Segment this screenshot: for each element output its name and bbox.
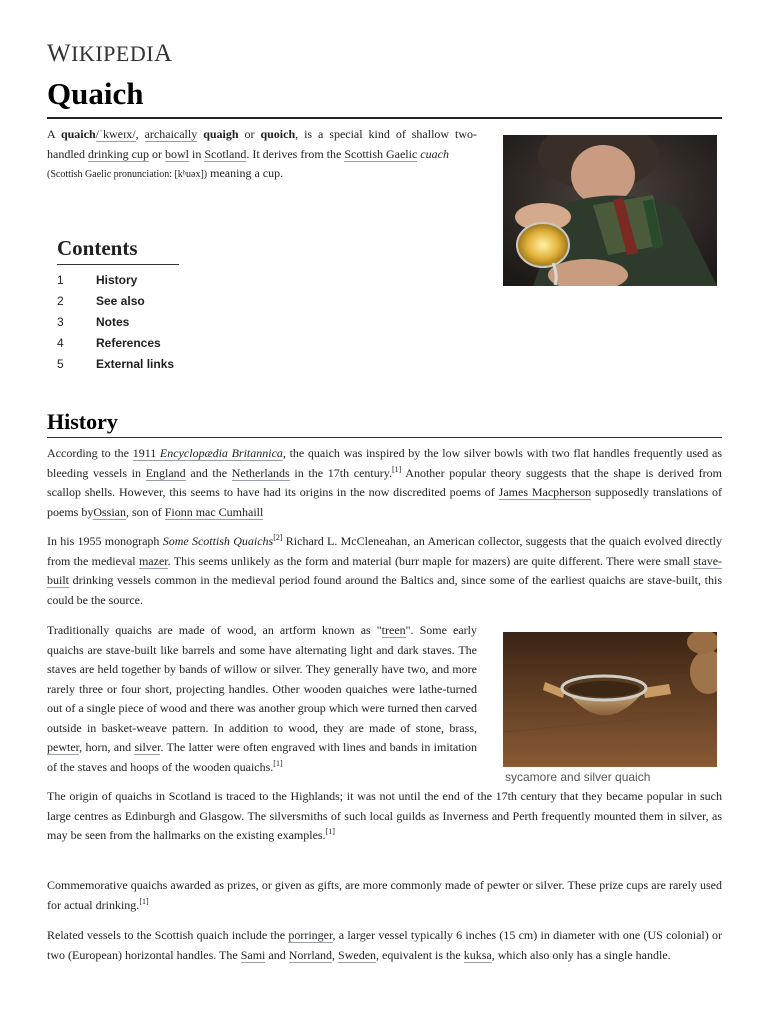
- link-kuksa[interactable]: kuksa: [463, 947, 492, 962]
- link-1911-britannica[interactable]: 1911 Encyclopædia Britannica: [132, 446, 283, 460]
- ref-2[interactable]: [2]: [273, 533, 283, 542]
- intro-paragraph: A quaich/ˈkweɪx/, archaically quaigh or quoich, is a special kind of shallow two-handled drinking cup or bowl in Scotland. It derives from the Scottish Gaelic cuach (Scottish Gaelic pronunciation: [kʰuəx]) meaning a cup.: [47, 127, 478, 180]
- link-archaically[interactable]: archaically: [144, 127, 198, 141]
- link-silver[interactable]: silver: [134, 740, 161, 754]
- toc-item-history[interactable]: 1 History: [57, 273, 138, 287]
- ref-1b[interactable]: [1]: [273, 758, 283, 768]
- toc-item-references[interactable]: 4 References: [57, 336, 161, 350]
- link-mazer[interactable]: mazer: [138, 553, 168, 568]
- wooden-quaich-photo[interactable]: [503, 632, 717, 767]
- link-fionn-mac-cumhaill[interactable]: Fionn mac Cumhaill: [164, 504, 264, 519]
- link-sweden[interactable]: Sweden: [338, 947, 377, 962]
- history-paragraph-4: The origin of quaichs in Scotland is traced to the Highlands; it was not until the end of the 17th century that they became popular in such large centres as Edinburgh and Glasgow. The silversmiths of such local guilds as Inverness and Perth frequently mounted them in silver, as may be seen from the hallmarks on the existing examples.[1]: [47, 789, 722, 842]
- link-drinking-cup[interactable]: drinking cup: [88, 146, 149, 161]
- link-scottish-gaelic[interactable]: Scottish Gaelic: [344, 146, 418, 161]
- toc-item-notes[interactable]: 3 Notes: [57, 315, 130, 329]
- history-paragraph-3: Traditionally quaichs are made of wood, an artform known as "treen". Some early quaichs are stave-built like barrels and some have alternating light and dark staves. The staves are held together by bands of willow or silver. They generally have two, and more rarely three or four short, projecting handles. Other wooden quaiches were lathe-turned out of a single piece of wood and there was another group which were turned then carved outside in basket-weave pattern. In addition to wood, they are made of stone, brass, pewter, horn, and silver. The latter were often engraved with lines and bands in imitation of the staves and hoops of the wooden quaichs.[1]: [47, 623, 477, 774]
- link-porringer[interactable]: porringer: [288, 928, 333, 942]
- link-james-macpherson[interactable]: James Macpherson: [498, 485, 592, 499]
- history-paragraph-6: Related vessels to the Scottish quaich include the porringer, a larger vessel typically 6 inches (15 cm) in diameter with one (US colonial) or two (European) horizontal handles. The Sami and Norrland, Sweden, equivalent is the kuksa, which also only has a single handle.: [47, 928, 722, 962]
- history-paragraph-1: According to the 1911 Encyclopædia Britannica, the quaich was inspired by the low silver bowls with two flat handles frequently used as bleeding vessels in England and the Netherlands in the 17th century.[1] Another popular theory suggests that the shape is derived from scallop shells. However, this seems to have had its origins in the now discredited poems of James Macpherson supposedly translations of poems byOssian, son of Fionn mac Cumhaill: [47, 446, 723, 519]
- toc-item-see-also[interactable]: 2 See also: [57, 294, 145, 308]
- page-title: Quaich: [47, 76, 144, 111]
- history-divider: [47, 437, 722, 438]
- ref-1[interactable]: [1]: [391, 464, 402, 474]
- toc-item-external-links[interactable]: 5 External links: [57, 357, 175, 371]
- table-of-contents: [57, 236, 197, 375]
- link-stave-built[interactable]: stave-built: [47, 553, 723, 587]
- title-divider: [47, 117, 722, 119]
- ref-1c[interactable]: [1]: [325, 827, 335, 836]
- link-norrland[interactable]: Norrland: [288, 947, 333, 962]
- link-bowl[interactable]: bowl: [165, 146, 189, 161]
- toc-divider: [57, 264, 179, 265]
- history-paragraph-5: Commemorative quaichs awarded as prizes, or given as gifts, are more commonly made of pewter or silver. These prize cups are rarely used for actual drinking.[1]: [47, 878, 722, 912]
- link-england[interactable]: England: [145, 465, 186, 480]
- quaich-drinking-photo[interactable]: [503, 135, 717, 286]
- link-netherlands[interactable]: Netherlands: [231, 465, 290, 480]
- ref-1d[interactable]: [1]: [139, 896, 149, 906]
- section-heading-history: History: [47, 409, 118, 434]
- link-scotland[interactable]: Scotland: [204, 146, 247, 161]
- wikipedia-wordmark[interactable]: WIKIPEDIA: [47, 40, 173, 67]
- toc-title: Contents: [57, 236, 138, 260]
- link-ossian[interactable]: Ossian: [93, 504, 127, 519]
- link-pewter[interactable]: pewter: [47, 740, 80, 754]
- figure-caption: sycamore and silver quaich: [505, 770, 651, 784]
- link-treen[interactable]: treen: [381, 623, 406, 637]
- pronunciation: (Scottish Gaelic pronunciation: [kʰuəx]): [47, 169, 208, 180]
- ipa-link[interactable]: /ˈkweɪx/: [95, 127, 136, 141]
- history-paragraph-2: In his 1955 monograph Some Scottish Quaichs[2] Richard L. McCleneahan, an American collector, suggests that the quaich evolved directly from the medieval mazer. This seems unlikely as the form and material (burr maple for mazers) are quite different. There were small stave-built drinking vessels common in the medieval period found around the Baltics and, since some of the earliest quaichs are stave-built, this could be the source.: [47, 533, 723, 607]
- link-sami[interactable]: Sami: [240, 947, 266, 962]
